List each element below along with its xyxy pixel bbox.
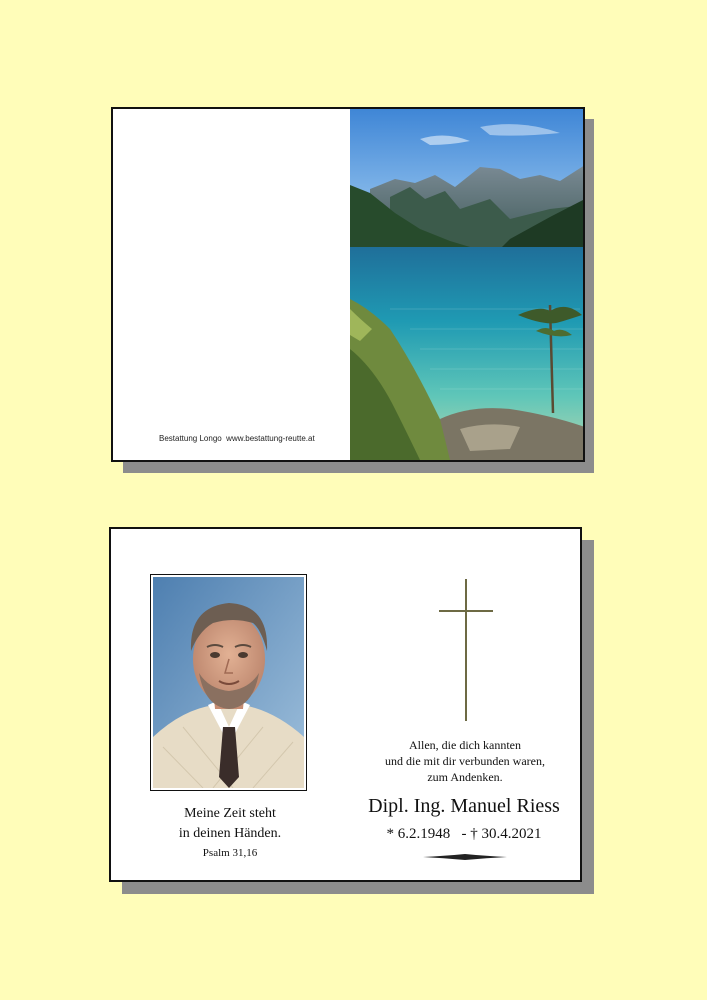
life-dates <box>349 826 579 843</box>
publisher-credit <box>159 434 315 443</box>
cross-icon <box>439 579 493 721</box>
birth-date: * 6.2.1948 <box>386 826 451 842</box>
publisher-url: www.bestattung-reutte.at <box>226 434 315 443</box>
dedication-line-2: und die mit dir verbunden waren, <box>385 754 545 768</box>
dedication-line-3: zum Andenken. <box>427 770 503 784</box>
deceased-name: Dipl. Ing. Manuel Riess <box>368 795 560 817</box>
divider-ornament-icon <box>423 853 507 861</box>
inner-card <box>109 527 582 882</box>
psalm-line-2: in deinen Händen. <box>178 826 282 841</box>
front-card-back-page <box>113 109 350 460</box>
mountain-lake-photo <box>350 109 585 460</box>
front-card <box>111 107 585 462</box>
death-date: - † 30.4.2021 <box>461 826 542 842</box>
psalm-reference: Psalm 31,16 <box>202 847 258 859</box>
portrait-frame <box>150 574 307 791</box>
dedication-line-1: Allen, die dich kannten <box>409 738 521 752</box>
psalm-line-1: Meine Zeit steht <box>184 806 276 821</box>
publisher-name: Bestattung Longo <box>159 434 222 443</box>
portrait-photo <box>153 577 304 788</box>
